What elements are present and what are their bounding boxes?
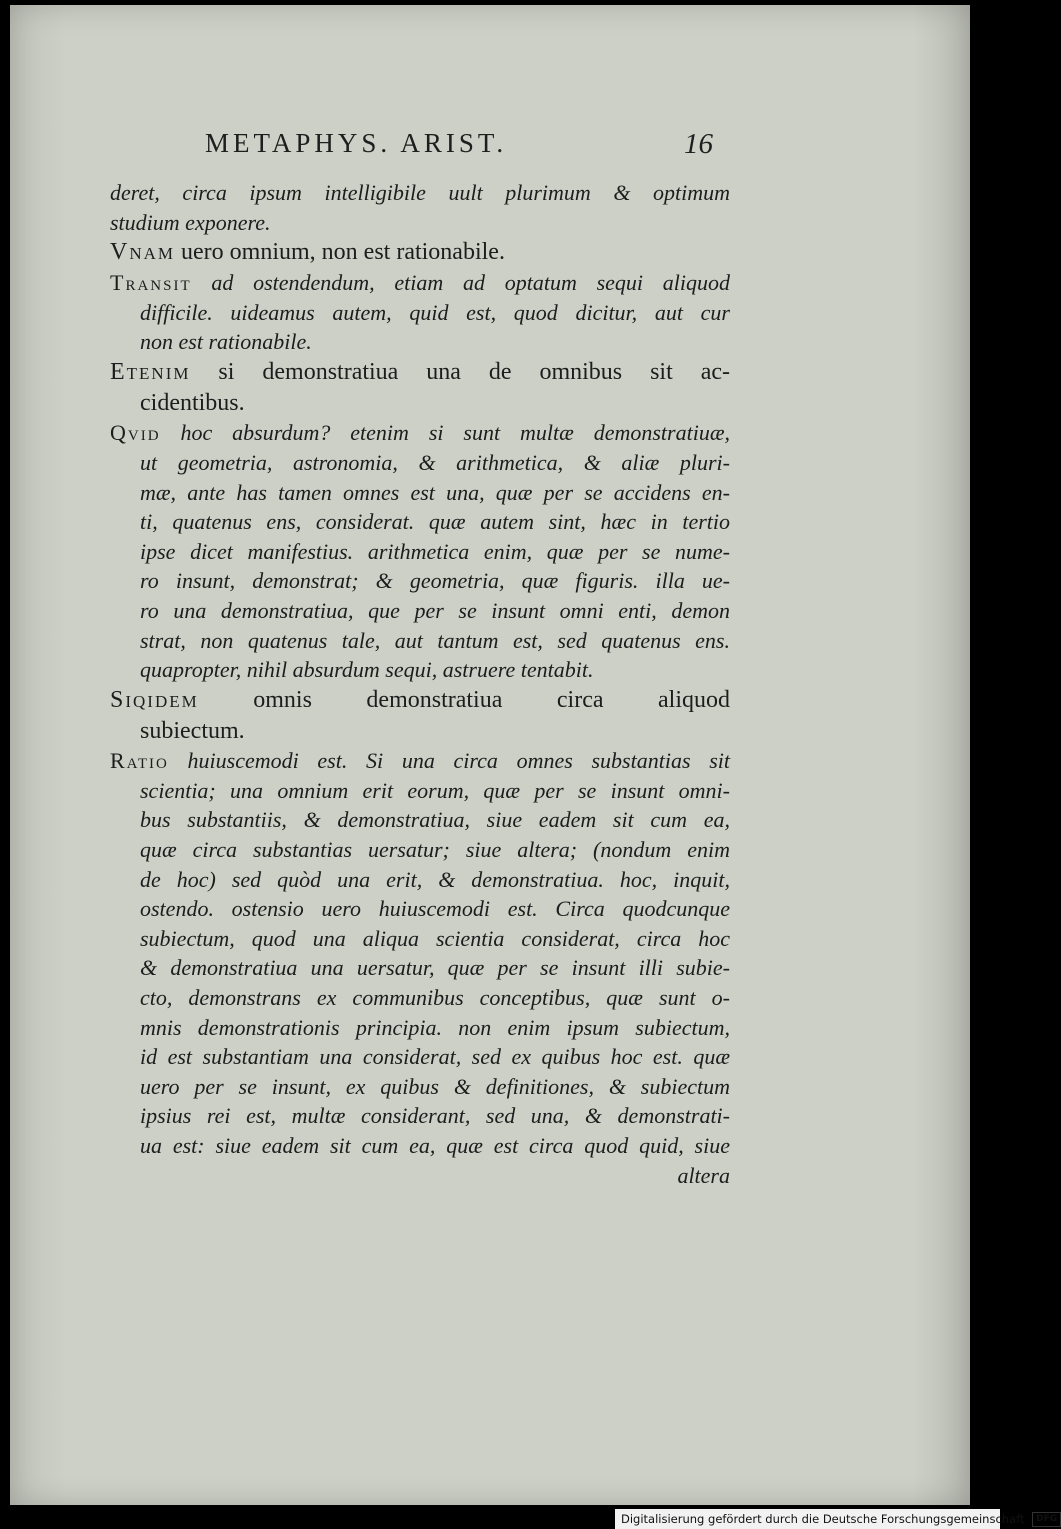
text-line — [110, 596, 730, 626]
line-text: studium exponere. — [110, 209, 271, 235]
line-text: ipse dicet manifestius. arithmetica enim, quæ per se nume- — [140, 538, 730, 564]
line-text: quapropter, nihil absurdum sequi, astruere tentabit. — [140, 657, 594, 683]
line-text: deret, circa ipsum intelligibile uult plurimum & optimum — [110, 180, 730, 205]
line-text: subiectum, quod una aliqua scientia considerat, circa hoc — [140, 925, 730, 951]
line-text: uero omnium, non est rationabile. — [175, 239, 505, 266]
line-text: ro insunt, demonstrat; & geometria, quæ figuris. illa ue- — [140, 568, 730, 594]
line-text: altera — [677, 1162, 730, 1188]
text-line — [110, 983, 730, 1013]
text-line — [110, 835, 730, 865]
running-title: METAPHYS. ARIST. — [205, 128, 508, 158]
text-line — [110, 1072, 730, 1102]
lemma: Qvid — [110, 420, 161, 446]
line-text: bus substantiis, & demonstratiua, siue eadem sit cum ea, — [140, 807, 730, 833]
line-text: si demonstratiua una de omnibus sit ac- — [190, 358, 730, 385]
line-text: & demonstratiua una uersatur, quæ per se insunt illi subie- — [140, 955, 730, 981]
text-line — [110, 626, 730, 656]
line-text: id est substantiam una considerat, sed ex quibus hoc est. quæ — [140, 1044, 730, 1070]
line-text: hoc absurdum? etenim si sunt multæ demonstratiuæ, — [160, 420, 730, 446]
text-line — [110, 746, 730, 776]
line-text: subiectum. — [140, 717, 245, 744]
line-text: quæ circa substantias uersatur; siue altera; (nondum enim — [140, 837, 730, 863]
text-line — [110, 685, 730, 716]
text-line — [110, 1131, 730, 1161]
lemma: Vnam — [110, 239, 176, 266]
text-line — [110, 1042, 730, 1072]
text-line — [110, 716, 730, 747]
line-text: ut geometria, astronomia, & arithmetica, & aliæ pluri- — [140, 449, 730, 475]
line-text: difficile. uideamus autem, quid est, quod dicitur, aut cur — [140, 299, 730, 325]
text-line — [110, 418, 730, 448]
text-line — [110, 268, 730, 298]
text-line — [110, 776, 730, 806]
text-line — [110, 507, 730, 537]
catchword — [110, 1161, 730, 1191]
credit-text: Digitalisierung gefördert durch die Deutsche Forschungsgemeinschaft — [621, 1512, 1025, 1526]
text-line — [110, 924, 730, 954]
text-line — [110, 1101, 730, 1131]
line-text: ad ostendendum, etiam ad optatum sequi aliquod — [191, 269, 730, 295]
line-text: non est rationabile. — [140, 329, 312, 355]
text-line — [110, 805, 730, 835]
line-text: ro una demonstratiua, que per se insunt omni enti, demon — [140, 597, 730, 623]
lemma: Transit — [110, 269, 192, 295]
line-text: mnis demonstrationis principia. non enim ipsum subiectum, — [140, 1014, 730, 1040]
lemma: Ratio — [110, 748, 169, 774]
text-line — [110, 894, 730, 924]
lemma: Etenim — [110, 358, 191, 385]
text-line — [110, 865, 730, 895]
page-number: 16 — [684, 128, 713, 160]
text-line — [110, 357, 730, 388]
text-line — [110, 478, 730, 508]
line-text: uero per se insunt, ex quibus & definitiones, & subiectum — [140, 1073, 730, 1099]
dfg-logo-icon: DFG — [1032, 1512, 1061, 1527]
line-text: ostendo. ostensio uero huiuscemodi est. Circa quodcunque — [140, 896, 730, 922]
line-text: huiuscemodi est. Si una circa omnes substantias sit — [168, 748, 730, 774]
line-text: scientia; una omnium erit eorum, quæ per se insunt omni- — [140, 777, 730, 803]
line-text: de hoc) sed quòd una erit, & demonstratiua. hoc, inquit, — [140, 866, 730, 892]
lemma: Siqidem — [110, 686, 199, 713]
text-line — [110, 388, 730, 419]
text-line — [110, 1013, 730, 1043]
text-line — [110, 298, 730, 328]
text-line — [110, 448, 730, 478]
text-line — [110, 237, 730, 268]
line-text: cto, demonstrans ex communibus conceptibus, quæ sunt o- — [140, 985, 730, 1011]
text-line — [110, 178, 730, 208]
text-line — [110, 655, 730, 685]
running-head — [205, 128, 725, 168]
text-line — [110, 537, 730, 567]
digitization-credit — [615, 1509, 1058, 1529]
line-text: ua est: siue eadem sit cum ea, quæ est circa quod quid, siue — [140, 1133, 730, 1159]
line-text: cidentibus. — [140, 389, 245, 416]
text-line — [110, 208, 730, 238]
line-text: omnis demonstratiua circa aliquod — [198, 686, 730, 713]
text-block — [110, 178, 730, 1190]
line-text: ti, quatenus ens, considerat. quæ autem sint, hæc in tertio — [140, 509, 730, 535]
book-page — [10, 5, 970, 1505]
line-text: strat, non quatenus tale, aut tantum est, sed quatenus ens. — [140, 627, 730, 653]
line-text: mæ, ante has tamen omnes est una, quæ per se accidens en- — [140, 479, 730, 505]
text-line — [110, 566, 730, 596]
text-line — [110, 327, 730, 357]
text-line — [110, 953, 730, 983]
line-text: ipsius rei est, multæ considerant, sed una, & demonstrati- — [140, 1103, 730, 1129]
